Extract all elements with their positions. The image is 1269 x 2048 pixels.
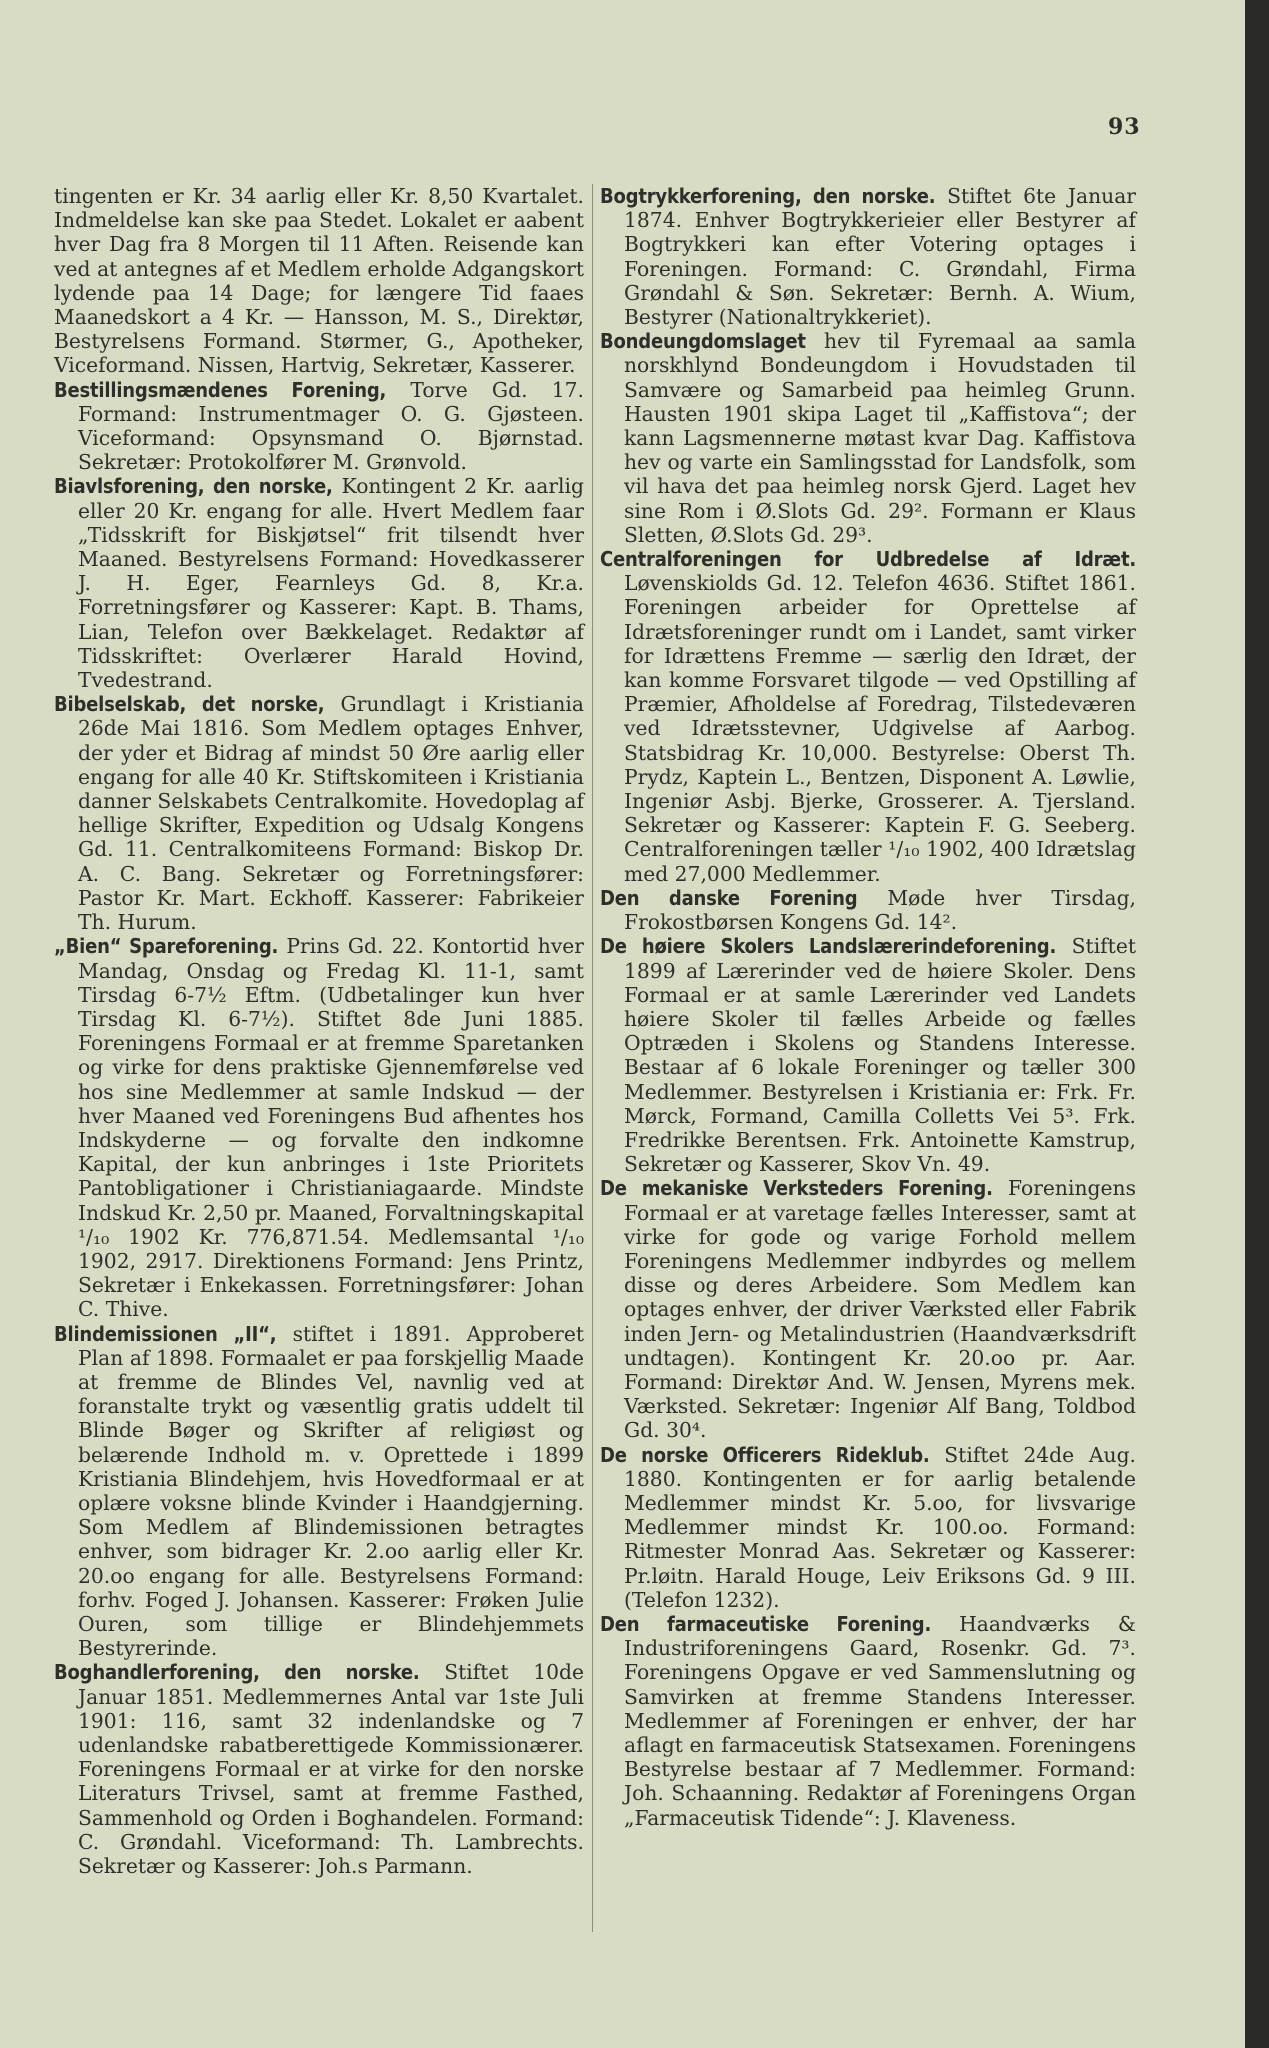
page-number: 93 — [1108, 114, 1141, 140]
entry-biavlsforening — [54, 474, 584, 692]
right-column — [600, 184, 1136, 1830]
entry-boghandlerforening — [54, 1660, 584, 1878]
entry-text: Stiftet 6te Januar 1874. Enhver Bogtrykkerieier eller Bestyrer af Bogtrykkeri kan efter Votering optages i Foreningen. Formand: C. Grøndahl, Firma Grøndahl & Søn. Sekretær: Bernh. A. Wium, Bestyrer (Nationaltrykkeriet). — [624, 184, 1136, 330]
entry-text: Grundlagt i Kristiania 26de Mai 1816. Som Medlem optages Enhver, der yder et Bidrag af mindst 50 Øre aarlig eller engang for alle 40 Kr. Stiftskomiteen i Kristiania danner Selskabets Centralkomite. Hovedoplag af hellige Skrifter, Expedition og Udsalg Kongens Gd. 11. Centralkomiteens Formand: Biskop Dr. A. C. Bang. Sekretær og Forretningsfører: Pastor Kr. Mart. Eckhoff. Kasserer: Fabrikeier Th. Hurum. — [78, 692, 584, 935]
entry-text: Haandværks & Industriforeningens Gaard, Rosenkr. Gd. 7³. Foreningens Opgave er ved Sammenslutning og Samvirken at fremme Standens Interesser. Medlemmer af Foreningen er enhver, der har aflagt en farmaceutisk Statsexamen. Foreningens Bestyrelse bestaar af 7 Medlemmer. Formand: Joh. Schaanning. Redaktør af Foreningens Organ „Farmaceutisk Tidende“: J. Klaveness. — [624, 1611, 1136, 1830]
entry-name: Den danske Forening — [600, 885, 858, 910]
entry-centralforeningen — [600, 547, 1136, 886]
entry-name: Den farmaceutiske Forening. — [600, 1611, 932, 1636]
entry-blindemissionen — [54, 1322, 584, 1661]
entry-name: Bogtrykkerforening, den norske. — [600, 184, 936, 208]
entry-bien-spareforening — [54, 934, 584, 1321]
entry-farmaceutiske-forening — [600, 1612, 1136, 1830]
entry-den-danske-forening — [600, 886, 1136, 934]
entry-landslaererindeforening — [600, 934, 1136, 1176]
entry-text: Møde hver Tirsdag, Frokostbørsen Kongens Gd. 14². — [624, 885, 1136, 935]
entry-name: Bestillingsmændenes Forening, — [54, 377, 387, 402]
entry-name: „Bien“ Spareforening. — [54, 934, 279, 959]
entry-text: hev til Fyremaal aa samla norskhlynd Bondeungdom i Hovudstaden til Samvære og Samarbeid paa heimleg Grunn. Hausten 1901 skipa Laget til „Kaffistova“; der kann Lagsmennerne møtast kvar Dag. Kaffistova hev og varte ein Samlingsstad for Landsfolk, som vil hava det paa heimleg norsk Gjerd. Laget hev sine Rom i Ø.Slots Gd. 29². Formann er Klaus Sletten, Ø.Slots Gd. 29³. — [624, 329, 1136, 547]
entry-text: stiftet i 1891. Approberet Plan af 1898. Formaalet er paa forskjellig Maade at fremme de Blindes Vel, navnlig ved at foranstalte trykt og væsentlig gratis uddelt til Blinde Bøger og Skrifter af religiøst og belærende Indhold m. v. Oprettede i 1899 Kristiania Blindehjem, hvis Hovedformaal er at oplære voksne blinde Kvinder i Haandgjerning. Som Medlem af Blindemissionen betragtes enhver, som bidrager Kr. 2.oo aarlig eller Kr. 20.oo engang for alle. Bestyrelsens Formand: forhv. Foged J. Johansen. Kasserer: Frøken Julie Ouren, som tillige er Blindehjemmets Bestyrerinde. — [78, 1321, 584, 1661]
entry-name: Blindemissionen „II“, — [54, 1321, 277, 1346]
column-divider — [592, 184, 593, 1932]
entry-name: Centralforeningen for Udbredelse af Idræt. — [600, 547, 1136, 572]
entry-name: De mekaniske Verksteders Forening. — [600, 1176, 993, 1201]
entry-bogtrykkerforening — [600, 184, 1136, 329]
entry-name: Bondeungdomslaget — [600, 329, 806, 354]
entry-bestillingsmaendenes-forening — [54, 378, 584, 475]
entry-bibelselskab — [54, 692, 584, 934]
entry-officerers-rideklub — [600, 1443, 1136, 1612]
entry-text: Prins Gd. 22. Kontortid hver Mandag, Onsdag og Fredag Kl. 11-1, samt Tirsdag 6-7½ Eftm. (Udbetalinger kun hver Tirsdag Kl. 6-7½). Stiftet 8de Juni 1885. Foreningens Formaal er at fremme Sparetanken og virke for dens praktiske Gjennemførelse ved hos sine Medlemmer at samle Indskud — der hver Maaned ved Foreningens Bud afhentes hos Indskyderne — og forvalte den indkomne Kapital, der kun anbringes i 1ste Prioritets Pantobligationer i Christianiagaarde. Mindste Indskud Kr. 2,50 pr. Maaned, Forvaltningskapital ¹/₁₀ 1902 Kr. 776,871.54. Medlemsantal ¹/₁₀ 1902, 2917. Direktionens Formand: Jens Printz, Sekretær i Enkekassen. Forretningsfører: Johan C. Thive. — [78, 934, 584, 1322]
left-column — [54, 184, 584, 1878]
entry-name: Biavlsforening, den norske, — [54, 474, 333, 499]
entry-name: De høiere Skolers Landslærerindeforening. — [600, 934, 1057, 959]
entry-continuation: tingenten er Kr. 34 aarlig eller Kr. 8,50 Kvartalet. Indmeldelse kan ske paa Stedet. Lokalet er aabent hver Dag fra 8 Morgen til 11 Aften. Reisende kan ved at antegnes af et Medlem erholde Adgangskort lydende paa 14 Dage; for længere Tid faaes Maanedskort a 4 Kr. — Hansson, M. S., Direktør, Bestyrelsens Formand. Størmer, G., Apotheker, Viceformand. Nissen, Hartvig, Sekretær, Kasserer. — [54, 184, 584, 378]
entry-name: Bibelselskab, det norske, — [54, 692, 325, 717]
entry-text: Kontingent 2 Kr. aarlig eller 20 Kr. engang for alle. Hvert Medlem faar „Tidsskrift for Biskjøtsel“ frit tilsendt hver Maaned. Bestyrelsens Formand: Hovedkasserer J. H. Eger, Fearnleys Gd. 8, Kr.a. Forretningsfører og Kasserer: Kapt. B. Thams, Lian, Telefon over Bækkelaget. Redaktør af Tidsskriftet: Overlærer Harald Hovind, Tvedestrand. — [78, 474, 584, 693]
entry-text: Torve Gd. 17. Formand: Instrumentmager O. G. Gjøsteen. Viceformand: Opsynsmand O. Bjørnstad. Sekretær: Protokolfører M. Grønvold. — [78, 377, 584, 475]
entry-name: De norske Officerers Rideklub. — [600, 1442, 930, 1467]
entry-text: Stiftet 1899 af Lærerinder ved de høiere Skoler. Dens Formaal er at samle Lærerinder ved Landets høiere Skoler til fælles Arbeide og fælles Optræden i Skolens og Standens Interesse. Bestaar af 6 lokale Foreninger og tæller 300 Medlemmer. Bestyrelsen i Kristiania er: Frk. Fr. Mørck, Formand, Camilla Colletts Vei 5³. Frk. Fredrikke Berentsen. Frk. Antoinette Kamstrup, Sekretær og Kasserer, Skov Vn. 49. — [624, 934, 1136, 1177]
entry-name: Boghandlerforening, den norske. — [54, 1660, 420, 1685]
entry-text: Stiftet 10de Januar 1851. Medlemmernes Antal var 1ste Juli 1901: 116, samt 32 indenlandske og 7 udenlandske rabatberettigede Kommissionærer. Foreningens Formaal er at virke for den norske Literaturs Trivsel, samt at fremme Fasthed, Sammenhold og Orden i Boghandelen. Formand: C. Grøndahl. Viceformand: Th. Lambrechts. Sekretær og Kasserer: Joh.s Parmann. — [78, 1660, 585, 1879]
entry-mekaniske-verksteders-forening — [600, 1176, 1136, 1442]
entry-text: Stiftet 24de Aug. 1880. Kontingenten er for aarlig betalende Medlemmer mindst Kr. 5.oo, for livsvarige Medlemmer mindst Kr. 100.oo. Formand: Ritmester Monrad Aas. Sekretær og Kasserer: Pr.løitn. Harald Houge, Leiv Eriksons Gd. 9 III. (Telefon 1232). — [624, 1442, 1136, 1612]
entry-bondeungdomslaget — [600, 329, 1136, 547]
entry-text: Løvenskiolds Gd. 12. Telefon 4636. Stiftet 1861. Foreningen arbeider for Oprettelse af Idrætsforeninger rundt om i Landet, samt virker for Idrættens Fremme — særlig den Idræt, der kan komme Forsvaret tilgode — ved Opstilling af Præmier, Afholdelse af Foredrag, Tilstedeværen ved Idrætsstevner, Udgivelse af Aarbog. Statsbidrag Kr. 10,000. Bestyrelse: Oberst Th. Prydz, Kaptein L., Bentzen, Disponent A. Løwlie, Ingeniør Asbj. Bjerke, Grosserer. A. Tjersland. Sekretær og Kasserer: Kaptein F. G. Seeberg. Centralforeningen tæller ¹/₁₀ 1902, 400 Idrætslag med 27,000 Medlemmer. — [624, 571, 1136, 886]
entry-text: Foreningens Formaal er at varetage fælles Interesser, samt at virke for gode og varige Forhold mellem Foreningens Medlemmer indbyrdes og mellem disse og deres Arbeidere. Som Medlem kan optages enhver, der driver Værksted eller Fabrik inden Jern- og Metalindustrien (Haandværksdrift undtagen). Kontingent Kr. 20.oo pr. Aar. Formand: Direktør And. W. Jensen, Myrens mek. Værksted. Sekretær: Ingeniør Alf Bang, Toldbod Gd. 30⁴. — [624, 1176, 1136, 1443]
